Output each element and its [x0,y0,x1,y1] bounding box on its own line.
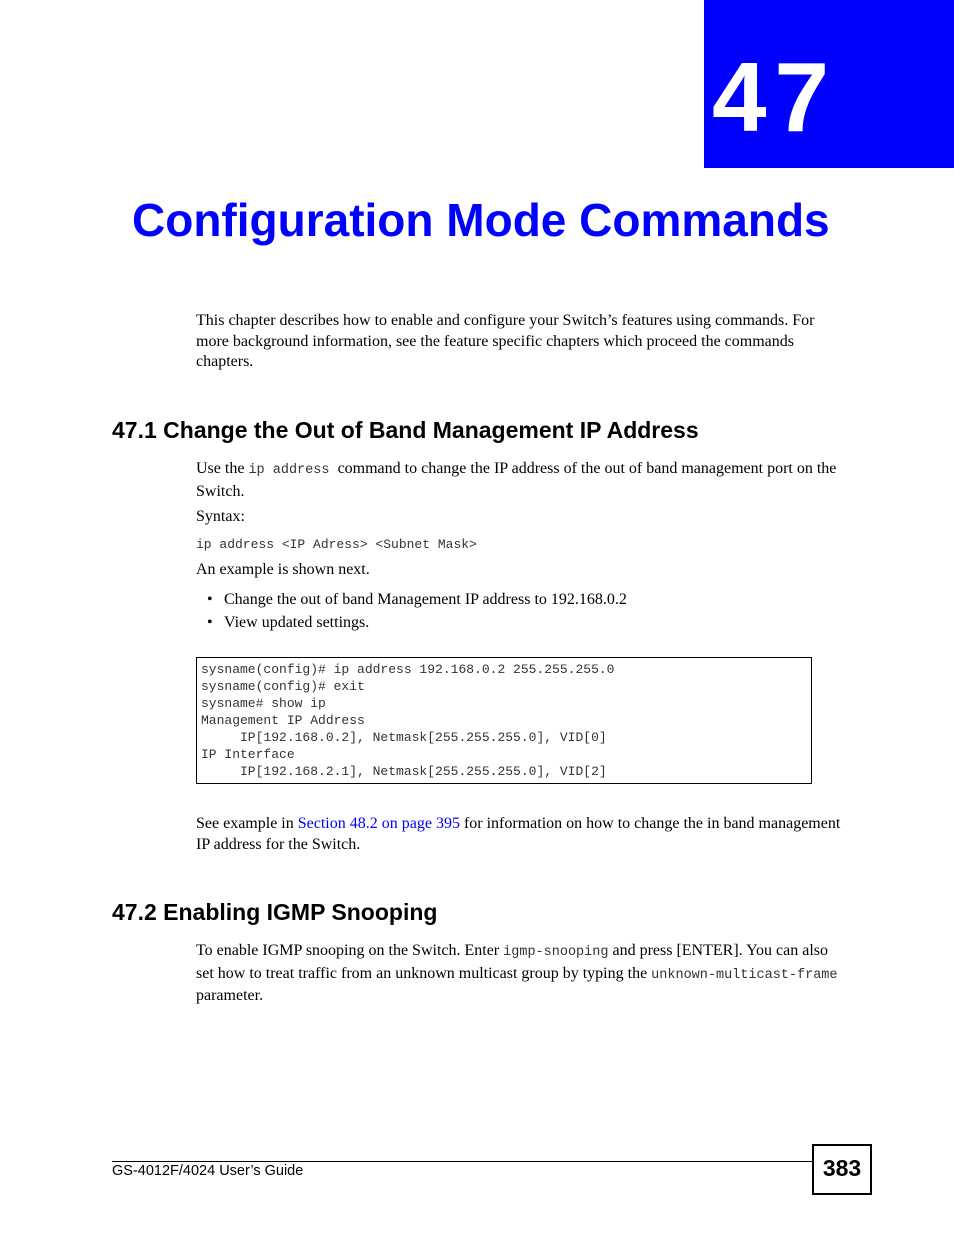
list-item: • View updated settings. [196,611,627,634]
see-example-paragraph [196,814,841,855]
section-heading-47-1: 47.1 Change the Out of Band Management IP Address [112,417,699,443]
code-example-box [196,657,812,784]
use-text-before: Use the [196,460,249,477]
syntax-label: Syntax: [196,508,245,525]
chapter-intro: This chapter describes how to enable and configure your Switch’s features using commands. For more background information, see the feature specific chapters which proceed the commands chapters. [196,312,815,370]
code-line: sysname(config)# ip address 192.168.0.2 255.255.255.0 [201,662,615,677]
list-item: • Change the out of band Management IP address to 192.168.0.2 [196,588,627,611]
code-line: IP Interface [201,747,295,762]
code-line: IP[192.168.0.2], Netmask[255.255.255.0], VID[0] [201,730,607,745]
ip-address-command: ip address [248,463,338,478]
code-line: Management IP Address [201,713,365,728]
code-line: IP[192.168.2.1], Netmask[255.255.255.0], VID[2] [201,764,607,779]
igmp-text-3: parameter. [196,987,264,1004]
igmp-paragraph [196,941,841,1007]
igmp-text-1: To enable IGMP snooping on the Switch. Enter [196,942,504,959]
code-line: sysname# show ip [201,696,326,711]
chapter-number: 47 [712,42,838,152]
footer-guide-title: GS-4012F/4024 User’s Guide [112,1163,304,1179]
igmp-text-2: and press [ENTER]. You can also set how to treat traffic from an unknown multicast group by typing the [196,942,828,982]
page-number: 383 [812,1144,872,1195]
syntax-line: ip address <IP Adress> <Subnet Mask> [196,537,477,552]
see-text-before: See example in [196,815,298,832]
chapter-title: Configuration Mode Commands [132,194,830,246]
code-line: sysname(config)# exit [201,679,365,694]
see-text-after: for information on how to change the in band management IP address for the Switch. [196,815,841,853]
unknown-multicast-frame-param: unknown-multicast-frame [651,967,838,983]
section1-description [196,459,841,502]
section-heading-47-2: 47.2 Enabling IGMP Snooping [112,899,438,925]
section-48-2-link[interactable]: Section 48.2 on page 395 [297,815,460,832]
igmp-snooping-command: igmp-snooping [503,945,609,960]
use-text-after: command to change the IP address of the out of band management port on the Switch. [196,460,837,500]
example-steps-list [196,588,627,634]
example-intro: An example is shown next. [196,561,370,578]
